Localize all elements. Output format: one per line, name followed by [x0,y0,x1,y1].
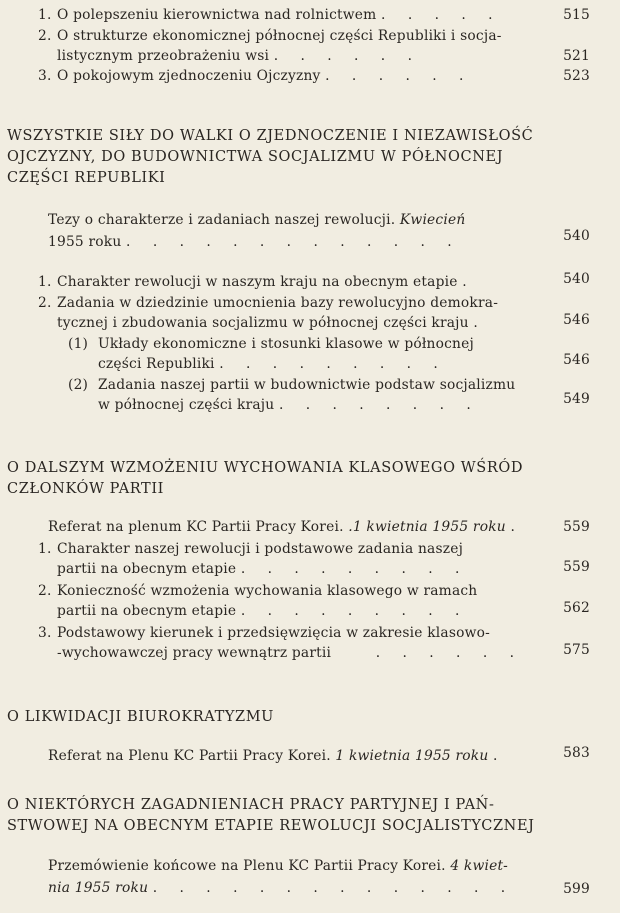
entry-title: Tezy o charakterze i zadaniach naszej rewolucji. Kwiecień [48,212,466,228]
entry-page-number: 562 [563,600,590,616]
entry-page-number: 523 [563,68,590,84]
entry-page-number: 540 [563,228,590,244]
entry-page-number: 599 [563,881,590,897]
section-heading: O LIKWIDACJI BIUROKRATYZMU [7,709,274,725]
entry-number: 2. [38,28,52,44]
entry-page-number: 549 [563,391,590,407]
entry-title: Charakter rewolucji w naszym kraju na obecnym etapie . [57,274,467,290]
entry-page-number: 559 [563,559,590,575]
entry-title-continued: listycznym przeobrażeniu wsi . . . . . . [57,48,421,64]
entry-title: Charakter naszej rewolucji i podstawowe zadania naszej [57,541,464,557]
entry-title: Przemówienie końcowe na Plenu KC Partii Pracy Korei. 4 kwiet- [48,858,509,874]
toc-entry[interactable] [0,210,620,252]
entry-number: 3. [38,68,52,84]
toc-subentry[interactable] [0,334,620,374]
toc-entry[interactable] [0,272,620,292]
entry-title-continued: 1955 roku . . . . . . . . . . . . . [48,234,461,250]
entry-page-number: 546 [563,352,590,368]
section-heading: O DALSZYM WZMOŻENIU WYCHOWANIA KLASOWEGO WŚRÓD CZŁONKÓW PARTII [7,460,524,497]
toc-entry[interactable] [0,26,620,66]
entry-title: Referat na Plenu KC Partii Pracy Korei. 1 kwietnia 1955 roku . [48,748,498,764]
toc-entry[interactable] [0,539,620,579]
toc-entry[interactable] [0,623,620,663]
entry-title: O strukturze ekonomicznej północnej części Republiki i socja- [57,28,502,44]
entry-title: O polepszeniu kierownictwa nad rolnictwem . . . . . [57,7,502,23]
entry-page-number: 575 [563,642,590,658]
entry-title: Podstawowy kierunek i przedsięwzięcia w zakresie klasowo- [57,625,491,641]
toc-entry[interactable] [0,293,620,333]
entry-page-number: 540 [563,271,590,287]
toc-entry[interactable] [0,5,620,25]
entry-title: Zadania naszej partii w budownictwie podstaw socjalizmu [98,377,516,393]
entry-title-continued: partii na obecnym etapie . . . . . . . . . [57,603,469,619]
section-heading: O NIEKTÓRYCH ZAGADNIENIACH PRACY PARTYJNEJ I PAŃ- STWOWEJ NA OBECNYM ETAPIE REWOLUCJI SOCJALISTYCZNEJ [7,797,535,834]
entry-number: 2. [38,583,52,599]
toc-entry[interactable] [0,856,620,898]
entry-title-continued: partii na obecnym etapie . . . . . . . . . [57,561,469,577]
entry-number: 1. [38,541,52,557]
entry-title-continued: -wychowawczej pracy wewnątrz partii . . . . . . [57,645,523,661]
entry-title: Układy ekonomiczne i stosunki klasowe w północnej [98,336,474,352]
entry-title-continued: tycznej i zbudowania socjalizmu w północnej części kraju . [57,315,478,331]
entry-title-continued: w północnej części kraju . . . . . . . . [98,397,480,413]
entry-page-number: 546 [563,312,590,328]
entry-number: 3. [38,625,52,641]
entry-title-continued: części Republiki . . . . . . . . . [98,356,447,372]
toc-entry[interactable] [0,746,620,766]
entry-number: 2. [38,295,52,311]
entry-title: Zadania w dziedzinie umocnienia bazy rewolucyjno demokra- [57,295,499,311]
entry-page-number: 521 [563,48,590,64]
entry-title-continued: nia 1955 roku . . . . . . . . . . . . . . [48,880,515,896]
entry-number: 1. [38,7,52,23]
entry-title: O pokojowym zjednoczeniu Ojczyzny . . . . . . [57,68,473,84]
toc-entry[interactable] [0,581,620,621]
entry-number: (1) [68,336,89,352]
section-heading: WSZYSTKIE SIŁY DO WALKI O ZJEDNOCZENIE I NIEZAWISŁOŚĆ OJCZYZNY, DO BUDOWNICTWA SOCJALIZMU W PÓŁNOCNEJ CZĘŚCI REPUBLIKI [7,128,534,186]
entry-number: 1. [38,274,52,290]
toc-entry[interactable] [0,66,620,86]
entry-number: (2) [68,377,89,393]
entry-title: Konieczność wzmożenia wychowania klasowego w ramach [57,583,478,599]
entry-page-number: 583 [563,745,590,761]
toc-subentry[interactable] [0,375,620,415]
entry-page-number: 559 [563,519,590,535]
entry-title: Referat na plenum KC Partii Pracy Korei. .1 kwietnia 1955 roku . [48,519,516,535]
entry-page-number: 515 [563,7,590,23]
toc-entry[interactable] [0,517,620,537]
